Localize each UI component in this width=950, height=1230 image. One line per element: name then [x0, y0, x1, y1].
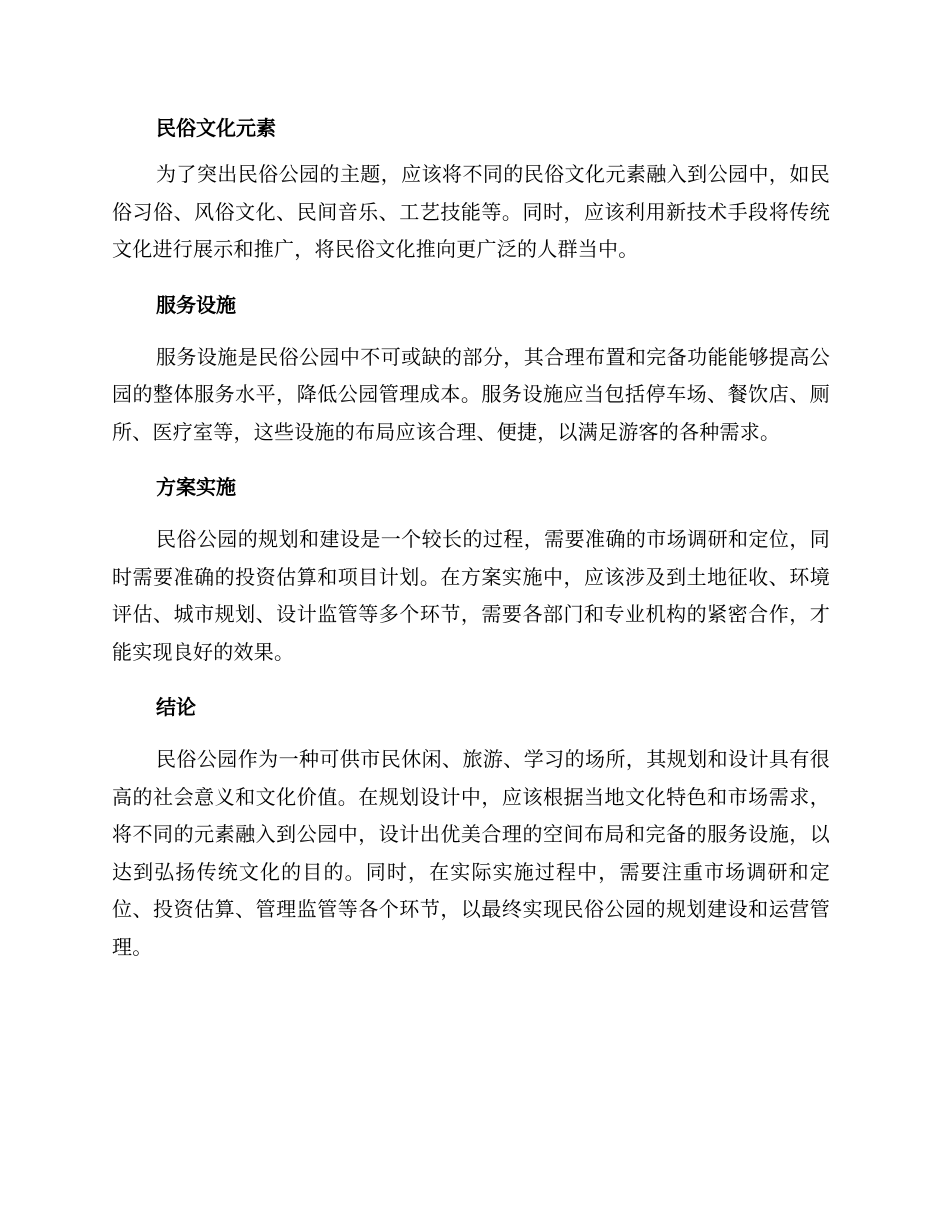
document-page	[112, 108, 830, 982]
section-plan-implementation	[112, 467, 830, 671]
section-heading: 民俗文化元素	[156, 116, 276, 140]
section-heading: 服务设施	[156, 292, 236, 317]
section-folk-culture-elements	[112, 108, 830, 269]
section-heading: 方案实施	[156, 475, 236, 499]
section-paragraph: 为了突出民俗公园的主题，应该将不同的民俗文化元素融入到公园中，如民俗习俗、风俗文化、民间音乐、工艺技能等。同时，应该利用新技术手段将传统文化进行展示和推广，将民俗文化推向更广泛的人群当中。	[112, 162, 830, 261]
section-heading: 结论	[156, 695, 196, 719]
section-paragraph: 服务设施是民俗公园中不可或缺的部分，其合理布置和完备功能能够提高公园的整体服务水平，降低公园管理成本。服务设施应当包括停车场、餐饮店、厕所、医疗室等，这些设施的布局应该合理、便捷，以满足游客的各种需求。	[112, 344, 830, 444]
section-paragraph: 民俗公园的规划和建设是一个较长的过程，需要准确的市场调研和定位，同时需要准确的投资估算和项目计划。在方案实施中，应该涉及到土地征收、环境评估、城市规划、设计监管等多个环节，需要各部门和专业机构的紧密合作，才能实现良好的效果。	[112, 527, 830, 664]
section-paragraph: 民俗公园作为一种可供市民休闲、旅游、学习的场所，其规划和设计具有很高的社会意义和文化价值。在规划设计中，应该根据当地文化特色和市场需求，将不同的元素融入到公园中，设计出优美合理的空间布局和完备的服务设施，以达到弘扬传统文化的目的。同时，在实际实施过程中，需要注重市场调研和定位、投资估算、管理监管等各个环节，以最终实现民俗公园的规划建设和运营管理。	[112, 747, 830, 959]
section-conclusion	[112, 687, 830, 966]
section-service-facilities	[112, 285, 830, 452]
